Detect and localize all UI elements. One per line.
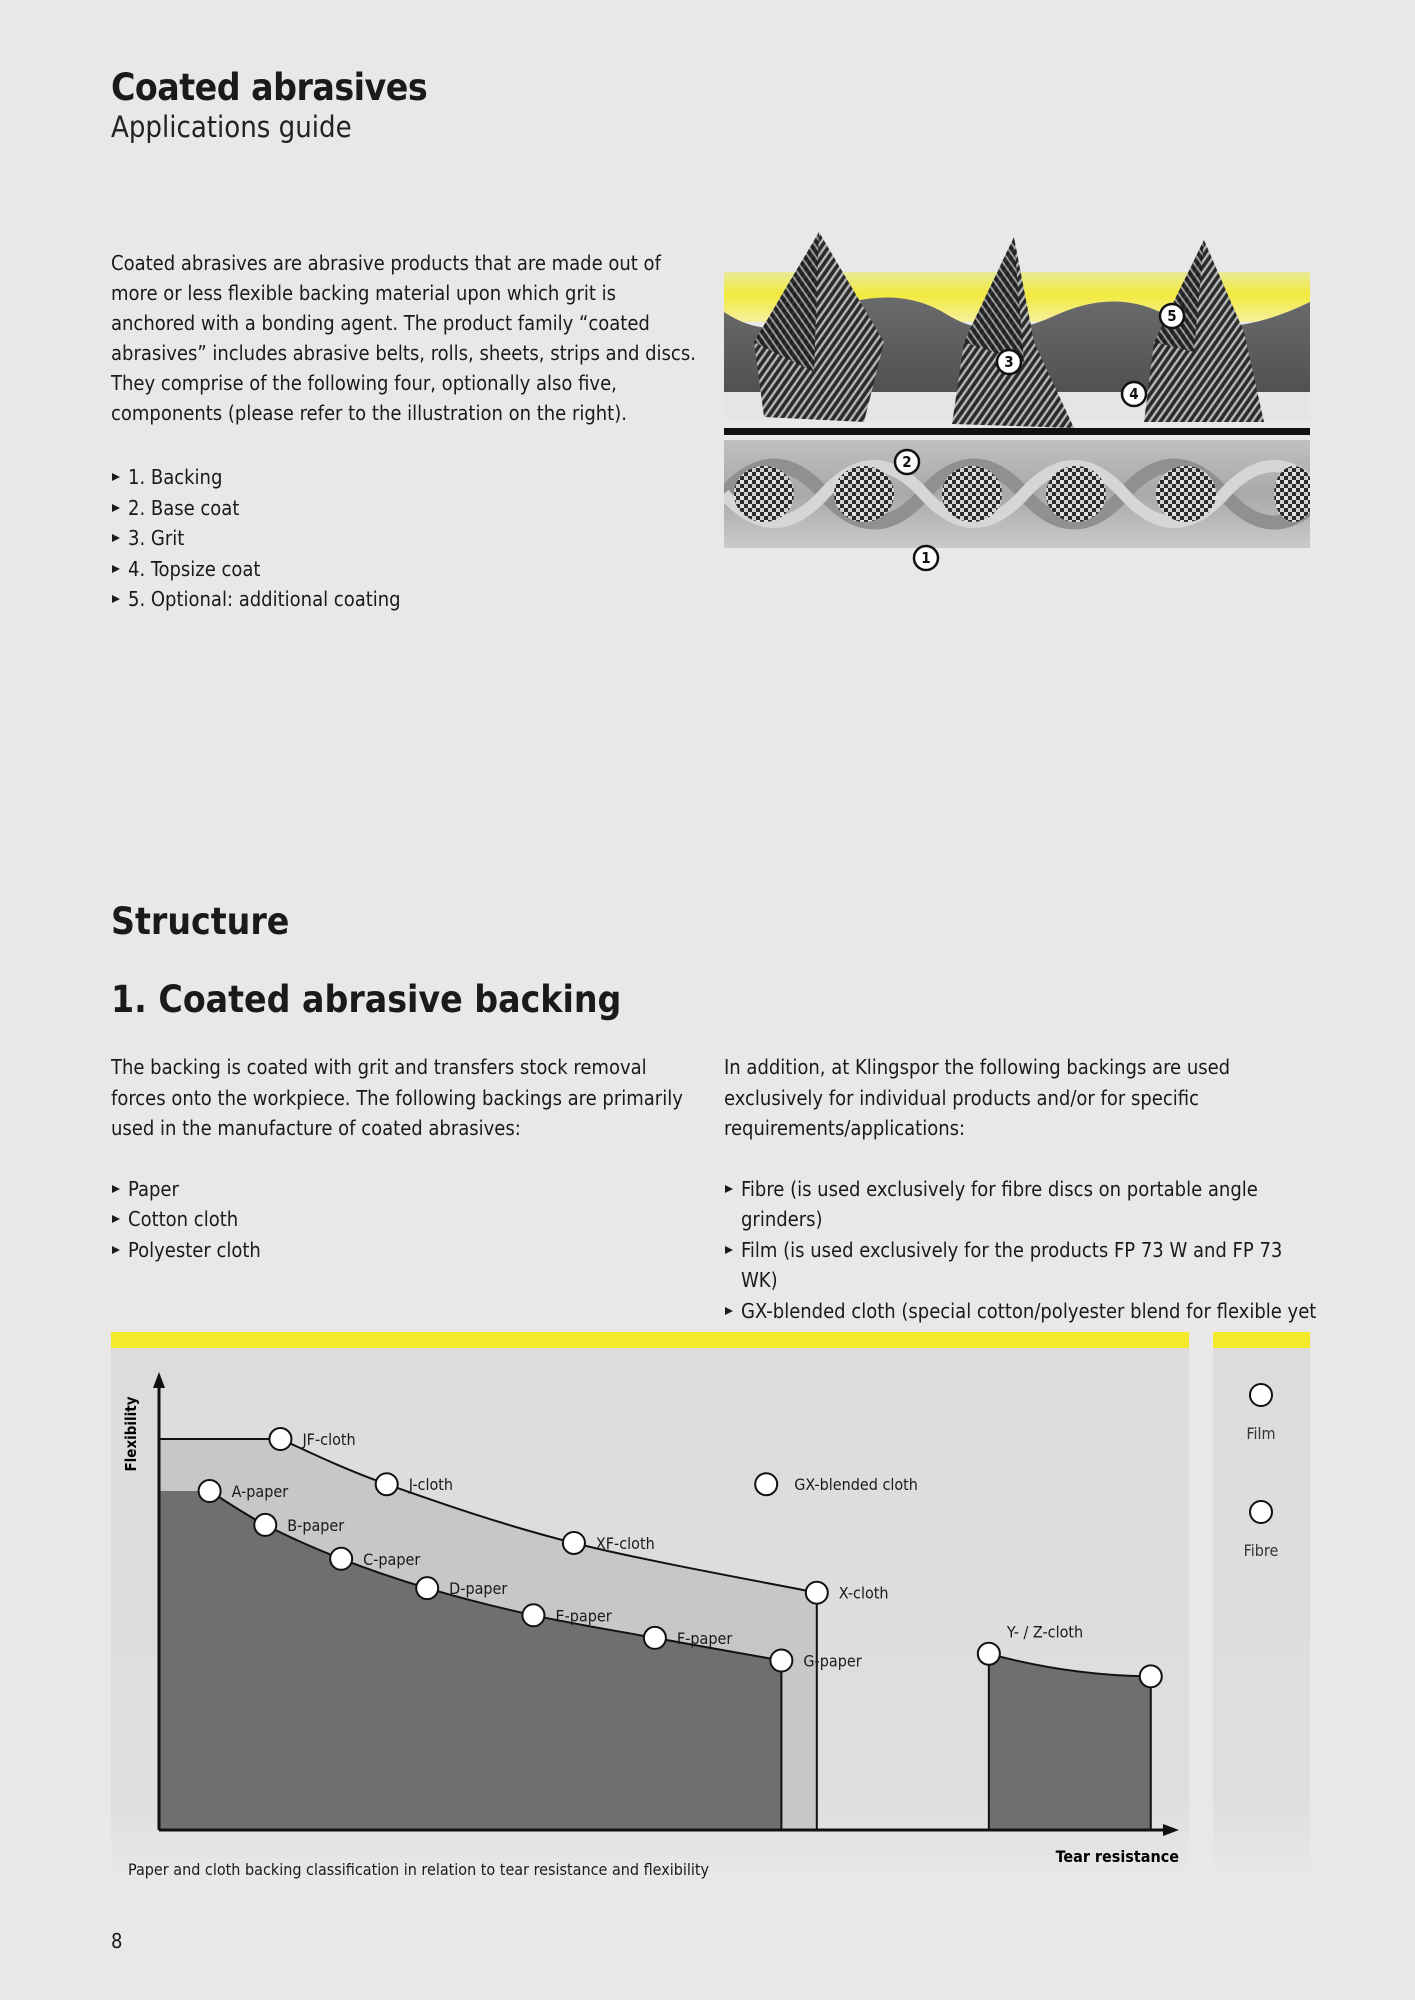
cloth-point bbox=[376, 1473, 453, 1495]
page-title: Coated abrasives bbox=[111, 66, 428, 109]
data-point-label: JF-cloth bbox=[302, 1430, 356, 1450]
svg-text:4: 4 bbox=[1129, 385, 1139, 403]
data-point-marker bbox=[330, 1548, 352, 1570]
marker-3 bbox=[997, 350, 1021, 374]
data-point-label: GX-blended cloth bbox=[794, 1475, 918, 1495]
backing-paragraph: The backing is coated with grit and transfers stock removal forces onto the workpiece. The following backings are primarily used in the manufacture of coated abrasives: bbox=[111, 1055, 683, 1140]
cloth-point bbox=[563, 1532, 655, 1554]
y-axis-label: Flexibility bbox=[122, 1396, 140, 1472]
data-point-label: X-cloth bbox=[838, 1583, 889, 1603]
cloth-point bbox=[269, 1428, 355, 1450]
list-item: 1. Backing bbox=[111, 462, 671, 493]
list-item: GX-blended cloth (special cotton/polyester blend for flexible yet bbox=[724, 1296, 1324, 1357]
paper-point bbox=[199, 1480, 289, 1502]
list-item: Paper bbox=[111, 1174, 691, 1205]
page-subtitle: Applications guide bbox=[111, 110, 352, 144]
intro-paragraph: Coated abrasives are abrasive products that are made out of more or less flexible backing material upon which grit is anchored with a bonding agent. The product family “coated abrasives” includes abrasive belts, rolls, sheets, strips and discs. They comprise of the following four, optionally also five, components (please refer to the illustration on the right). bbox=[111, 251, 696, 425]
accent-bar bbox=[111, 1332, 1189, 1348]
marker-2 bbox=[895, 450, 919, 474]
abrasive-structure-illustration bbox=[724, 232, 1310, 608]
paper-point bbox=[522, 1604, 611, 1626]
data-point-marker bbox=[770, 1650, 792, 1672]
chart-side-panel bbox=[1213, 1332, 1310, 1880]
list-item: 3. Grit bbox=[111, 523, 671, 554]
data-point-marker bbox=[376, 1473, 398, 1495]
data-point-marker bbox=[1140, 1665, 1162, 1687]
list-item: Polyester cloth bbox=[111, 1235, 691, 1266]
data-point-marker bbox=[755, 1473, 777, 1495]
cloth-point bbox=[806, 1582, 889, 1604]
data-point-label: G-paper bbox=[803, 1651, 862, 1671]
data-point-marker bbox=[978, 1643, 1000, 1665]
data-point-label: XF-cloth bbox=[595, 1533, 655, 1553]
list-item: 2. Base coat bbox=[111, 493, 671, 524]
section-heading: Structure bbox=[111, 900, 290, 943]
yz-cloth-point-end bbox=[1140, 1665, 1162, 1687]
data-point-marker bbox=[644, 1627, 666, 1649]
paper-point bbox=[644, 1627, 732, 1649]
list-item: Fibre (is used exclusively for fibre discs on portable angle grinders) bbox=[724, 1174, 1324, 1235]
data-point-marker bbox=[563, 1532, 585, 1554]
svg-text:5: 5 bbox=[1167, 307, 1177, 325]
paper-point bbox=[330, 1548, 420, 1570]
marker-5 bbox=[1160, 304, 1184, 328]
data-point-label: A-paper bbox=[231, 1482, 289, 1501]
marker-4 bbox=[1122, 382, 1146, 406]
backing-left-column bbox=[111, 1052, 691, 1265]
data-point-label: F-paper bbox=[676, 1628, 733, 1648]
data-point-label: E-paper bbox=[555, 1606, 612, 1626]
marker-1 bbox=[914, 546, 938, 570]
paper-point bbox=[770, 1650, 861, 1672]
data-point-label: Y- / Z-cloth bbox=[1006, 1622, 1084, 1642]
data-point-marker bbox=[522, 1604, 544, 1626]
component-list bbox=[111, 462, 671, 615]
data-point-label: J-cloth bbox=[408, 1475, 454, 1495]
x-axis-label: Tear resistance bbox=[1055, 1847, 1179, 1866]
data-point-label: D-paper bbox=[449, 1579, 508, 1599]
list-item: Cotton cloth bbox=[111, 1204, 691, 1235]
side-point-label: Film bbox=[1246, 1424, 1276, 1443]
backing-list bbox=[111, 1174, 691, 1266]
backing-classification-chart bbox=[111, 1332, 1310, 1880]
subsection-heading: 1. Coated abrasive backing bbox=[111, 978, 622, 1021]
chart-caption: Paper and cloth backing classification in relation to tear resistance and flexibility bbox=[128, 1860, 710, 1879]
side-point-marker bbox=[1250, 1384, 1272, 1406]
svg-text:2: 2 bbox=[902, 453, 912, 471]
list-item: 5. Optional: additional coating bbox=[111, 584, 671, 615]
paper-point bbox=[416, 1577, 507, 1599]
svg-text:3: 3 bbox=[1004, 353, 1014, 371]
list-item: Film (is used exclusively for the products FP 73 W and FP 73 WK) bbox=[724, 1235, 1324, 1296]
yz-cloth-area bbox=[989, 1654, 1151, 1830]
special-backing-paragraph: In addition, at Klingspor the following backings are used exclusively for individual products and/or for specific requirements/applications: bbox=[724, 1055, 1231, 1140]
data-point-label: C-paper bbox=[363, 1549, 421, 1569]
data-point-marker bbox=[254, 1514, 276, 1536]
data-point-marker bbox=[806, 1582, 828, 1604]
paper-point bbox=[254, 1514, 344, 1536]
data-point-marker bbox=[269, 1428, 291, 1450]
accent-bar-side bbox=[1213, 1332, 1310, 1348]
side-point-label: Fibre bbox=[1243, 1541, 1279, 1560]
data-point-label: B-paper bbox=[287, 1515, 345, 1535]
special-backing-list bbox=[724, 1174, 1324, 1357]
side-point-marker bbox=[1250, 1501, 1272, 1523]
data-point-marker bbox=[416, 1577, 438, 1599]
data-point-marker bbox=[199, 1480, 221, 1502]
svg-text:1: 1 bbox=[921, 549, 931, 567]
backing-right-column bbox=[724, 1052, 1324, 1357]
page-number: 8 bbox=[111, 1929, 123, 1953]
list-item: 4. Topsize coat bbox=[111, 554, 671, 585]
